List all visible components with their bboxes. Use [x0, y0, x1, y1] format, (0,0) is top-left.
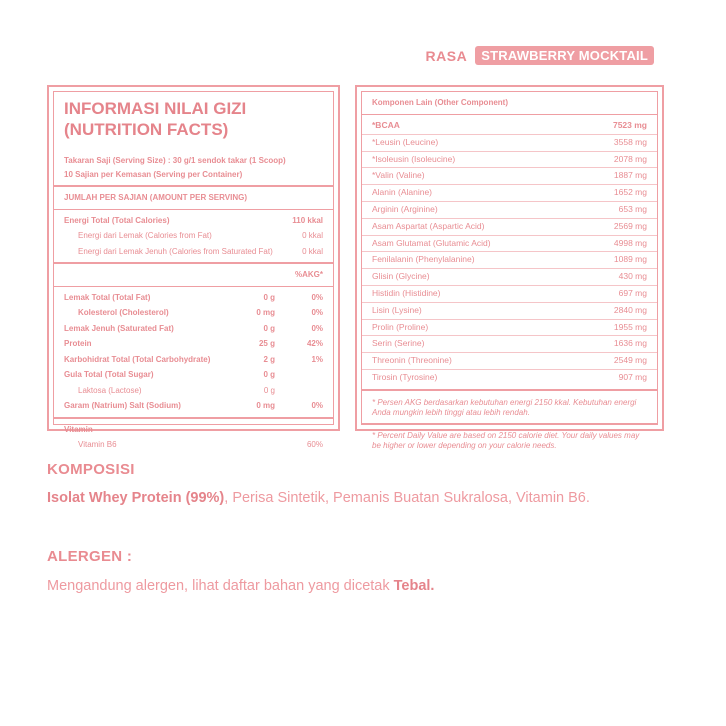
divider — [362, 369, 657, 370]
other-components-panel — [355, 85, 664, 450]
energy-row — [54, 244, 333, 260]
amount-per-serving-header: JUMLAH PER SAJIAN (AMOUNT PER SERVING) — [64, 193, 247, 202]
nutrient-row — [54, 336, 333, 352]
component-name: Lisin (Lysine) — [372, 304, 422, 315]
nutrient-name: Karbohidrat Total (Total Carbohydrate) — [64, 354, 211, 364]
nutrient-name: Protein — [64, 339, 92, 348]
component-row — [362, 252, 657, 268]
component-name: *Leusin (Leucine) — [372, 136, 439, 147]
component-value: 430 mg — [618, 271, 647, 282]
vitamin-rows — [54, 437, 333, 453]
komposisi-title: KOMPOSISI — [47, 461, 135, 478]
divider — [362, 167, 657, 168]
component-name: *Valin (Valine) — [372, 170, 425, 181]
alergen-text-main: Mengandung alergen, lihat daftar bahan yang dicetak — [47, 578, 394, 594]
energy-row — [54, 213, 333, 229]
divider — [362, 235, 657, 236]
component-row — [362, 236, 657, 252]
nutrition-title — [54, 92, 333, 140]
nutrient-name: Gula Total (Total Sugar) — [64, 370, 154, 379]
nutrient-amount: 0 g — [263, 292, 275, 302]
nutrient-name: Laktosa (Lactose) — [78, 385, 142, 395]
energy-name: Energi dari Lemak (Calories from Fat) — [78, 231, 212, 240]
component-name: Alanin (Alanine) — [372, 187, 433, 198]
component-rows — [362, 118, 657, 386]
divider — [362, 319, 657, 320]
nutrient-row — [54, 367, 333, 383]
component-value: 7523 mg — [612, 120, 647, 130]
nutrient-row — [54, 398, 333, 414]
energy-name: Energi Total (Total Calories) — [64, 215, 170, 225]
divider — [362, 184, 657, 185]
divider — [362, 268, 657, 269]
component-row — [362, 202, 657, 218]
divider — [362, 352, 657, 353]
component-value: 697 mg — [618, 287, 647, 298]
divider — [362, 114, 657, 115]
nutrient-akg — [275, 383, 323, 399]
nutrient-row — [54, 321, 333, 337]
component-name: Fenilalanin (Phenylalanine) — [372, 254, 475, 265]
component-value: 1887 mg — [613, 170, 647, 181]
component-row — [362, 286, 657, 302]
component-value: 1652 mg — [613, 187, 647, 198]
vitamin-header-row — [54, 422, 333, 438]
divider — [362, 201, 657, 202]
component-row — [362, 269, 657, 285]
flavor-label — [426, 46, 654, 65]
komposisi-text — [47, 490, 590, 506]
component-name: Asam Glutamat (Glutamic Acid) — [372, 237, 491, 248]
component-row — [362, 219, 657, 235]
component-row — [362, 135, 657, 151]
nutrient-akg: 0% — [311, 308, 323, 317]
divider — [362, 218, 657, 219]
component-value: 907 mg — [618, 371, 647, 382]
component-value: 3558 mg — [613, 136, 647, 147]
alergen-title: ALERGEN : — [47, 548, 133, 565]
nutrition-title-line2: (NUTRITION FACTS) — [64, 120, 229, 139]
vitamin-akg: 60% — [306, 440, 323, 449]
component-name: Histidin (Histidine) — [372, 287, 441, 298]
component-row — [362, 370, 657, 386]
component-row — [362, 320, 657, 336]
component-name: Arginin (Arginine) — [372, 203, 438, 214]
nutrient-akg: 0% — [311, 323, 323, 333]
component-name: Tirosin (Tyrosine) — [372, 371, 438, 382]
component-row — [362, 118, 657, 134]
nutrient-akg: 1% — [311, 354, 323, 364]
serving-size: Takaran Saji (Serving Size) : 30 g/1 sendok takar (1 Scoop) — [64, 156, 286, 165]
components-title: Komponen Lain (Other Component) — [372, 98, 508, 107]
nutrient-name: Garam (Natrium) Salt (Sodium) — [64, 401, 181, 410]
component-row — [362, 168, 657, 184]
vitamin-row — [54, 437, 333, 453]
divider — [362, 285, 657, 286]
nutrient-amount: 0 mg — [256, 308, 275, 317]
component-row — [362, 303, 657, 319]
nutrient-akg: 0% — [311, 401, 323, 410]
nutrient-akg: 0% — [311, 292, 323, 302]
component-name: *Isoleusin (Isoleucine) — [372, 153, 456, 164]
nutrient-row — [54, 290, 333, 306]
component-value: 653 mg — [618, 203, 647, 214]
divider — [54, 286, 333, 287]
component-value: 1955 mg — [613, 321, 647, 332]
component-value: 2840 mg — [613, 304, 647, 315]
nutrient-amount: 25 g — [258, 339, 275, 348]
flavor-label-title: RASA — [425, 47, 468, 64]
nutrition-facts-inner — [53, 91, 334, 449]
akg-header: %AKG* — [294, 270, 323, 279]
component-name: Prolin (Proline) — [372, 321, 429, 332]
component-name: Threonin (Threonine) — [372, 355, 452, 366]
flavor-badge: STRAWBERRY MOCKTAIL — [475, 46, 654, 65]
daily-value-note-en: * Percent Daily Value are based on 2150 calorie diet. Your daily values may be higher or lower depending on your calorie needs. — [372, 430, 640, 450]
nutrient-akg: 42% — [306, 339, 323, 348]
alergen-text — [47, 578, 434, 594]
divider — [362, 302, 657, 303]
energy-name: Energi dari Lemak Jenuh (Calories from Saturated Fat) — [78, 246, 273, 256]
servings-per-container: 10 Sajian per Kemasan (Serving per Container) — [64, 170, 243, 179]
component-name: Glisin (Glycine) — [372, 271, 430, 282]
nutrient-akg — [275, 367, 323, 383]
component-name: *BCAA — [372, 120, 400, 130]
divider — [54, 262, 333, 264]
component-row — [362, 336, 657, 352]
divider — [362, 423, 657, 424]
akg-header-row — [54, 267, 333, 283]
component-value: 4998 mg — [613, 237, 647, 248]
component-value: 2549 mg — [613, 355, 647, 366]
komposisi-bold: Isolat Whey Protein (99%) — [47, 490, 225, 506]
divider — [54, 185, 333, 187]
component-row — [362, 185, 657, 201]
component-value: 1636 mg — [613, 338, 647, 349]
divider — [54, 417, 333, 419]
nutrient-name: Lemak Total (Total Fat) — [64, 292, 151, 302]
component-row — [362, 353, 657, 369]
energy-value: 110 kkal — [292, 215, 323, 225]
energy-rows — [54, 213, 333, 260]
component-name: Serin (Serine) — [372, 338, 425, 349]
component-value: 2569 mg — [613, 220, 647, 231]
vitamin-name: Vitamin B6 — [78, 440, 117, 449]
other-components-inner — [361, 91, 658, 450]
nutrient-amount: 0 g — [263, 385, 275, 395]
nutrient-name: Kolesterol (Cholesterol) — [78, 308, 169, 317]
divider — [362, 251, 657, 252]
divider — [362, 335, 657, 336]
nutrition-facts-panel — [47, 85, 340, 449]
energy-value: 0 kkal — [302, 246, 323, 256]
energy-row — [54, 228, 333, 244]
alergen-bold-word: Tebal. — [393, 578, 435, 594]
nutrient-name: Lemak Jenuh (Saturated Fat) — [64, 323, 174, 333]
component-value: 1089 mg — [613, 254, 647, 265]
nutrient-amount: 0 g — [263, 323, 275, 333]
nutrition-title-line1: INFORMASI NILAI GIZI — [64, 99, 247, 118]
akg-note-id: * Persen AKG berdasarkan kebutuhan energi 2150 kkal. Kebutuhan energi Anda mungkin lebih tinggi atau lebih rendah. — [372, 397, 637, 417]
divider — [362, 389, 657, 391]
nutrient-row — [54, 383, 333, 399]
nutrient-rows — [54, 290, 333, 414]
component-name: Asam Aspartat (Aspartic Acid) — [372, 220, 485, 231]
nutrient-amount: 0 mg — [256, 401, 275, 410]
komposisi-rest: , Perisa Sintetik, Pemanis Buatan Sukralosa, Vitamin B6. — [224, 490, 590, 506]
nutrient-amount: 2 g — [263, 354, 275, 364]
component-value: 2078 mg — [613, 153, 647, 164]
nutrient-row — [54, 305, 333, 321]
vitamin-header: Vitamin — [64, 424, 93, 434]
energy-value: 0 kkal — [302, 231, 323, 240]
nutrient-row — [54, 352, 333, 368]
nutrient-amount: 0 g — [263, 370, 275, 379]
component-row — [362, 152, 657, 168]
divider — [54, 209, 333, 210]
divider — [362, 134, 657, 135]
divider — [362, 151, 657, 152]
